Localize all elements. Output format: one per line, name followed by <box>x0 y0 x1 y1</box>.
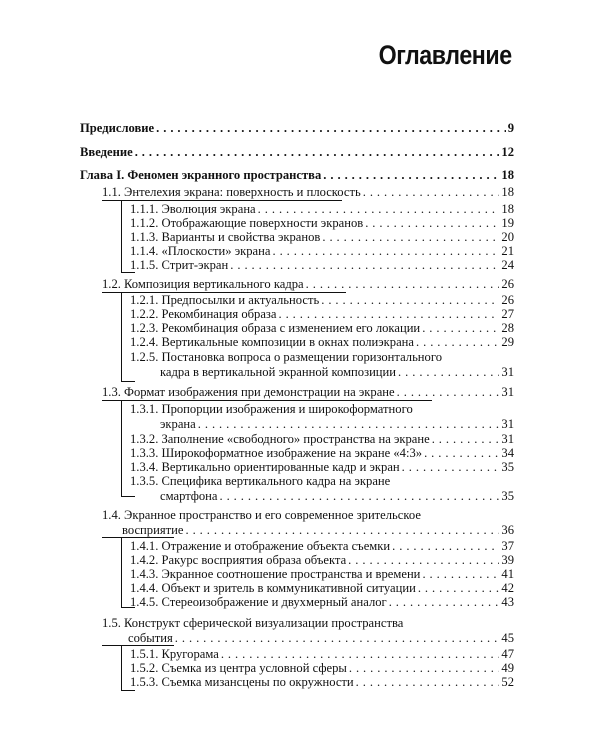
toc-page-number: 39 <box>501 553 514 567</box>
toc-entry-title-line1: 1.2.5. Постановка вопроса о размещении горизонтального <box>130 350 442 364</box>
toc-entry-1-5-2[interactable] <box>130 661 514 676</box>
toc-entry-1-2-3[interactable] <box>130 321 514 336</box>
dot-leader <box>219 489 499 504</box>
toc-entry-title-line2: восприятие <box>122 523 184 537</box>
dot-leader <box>323 168 499 183</box>
toc-entry-1-4-3[interactable] <box>130 567 514 582</box>
dot-leader <box>422 567 499 582</box>
toc-entry-1-3-1[interactable] <box>130 402 514 432</box>
toc-page-number: 45 <box>501 631 514 645</box>
dot-leader <box>348 553 499 568</box>
dot-leader <box>424 446 499 461</box>
toc-entry-title: 1.3.3. Широкоформатное изображение на экране «4:3» <box>130 446 423 460</box>
dot-leader <box>418 581 500 596</box>
toc-entry-1-2-5[interactable] <box>130 350 514 380</box>
toc-entry-title: 1.2.2. Рекомбинация образа <box>130 307 277 321</box>
dot-leader <box>398 365 499 380</box>
toc-page-number: 41 <box>501 567 514 581</box>
toc-page-number: 24 <box>501 258 514 272</box>
toc-entry-title: 1.2. Композиция вертикального кадра <box>102 277 304 291</box>
toc-page-number: 9 <box>507 121 514 135</box>
dot-leader <box>198 417 500 432</box>
toc-page-number: 18 <box>501 168 514 182</box>
toc-page-number: 35 <box>501 460 514 474</box>
dot-leader <box>422 321 499 336</box>
dot-leader <box>306 277 500 292</box>
toc-entry-title: 1.2.4. Вертикальные композиции в окнах полиэкрана <box>130 335 414 349</box>
toc-entry-continuation <box>130 417 514 432</box>
toc-entry-title: 1.5.1. Кругорама <box>130 647 219 661</box>
toc-entry-1-3-4[interactable] <box>130 460 514 475</box>
dot-leader <box>356 675 500 690</box>
dot-leader <box>175 631 500 646</box>
section-bracket-line <box>121 292 122 381</box>
toc-entry-1-4[interactable] <box>102 508 514 538</box>
toc-entry-title: 1.1.4. «Плоскости» экрана <box>130 244 271 258</box>
toc-page-number: 47 <box>501 647 514 661</box>
toc-entry-1-2[interactable] <box>102 277 514 292</box>
toc-entry-title: 1.1.2. Отображающие поверхности экранов <box>130 216 364 230</box>
section-underline <box>102 400 432 401</box>
toc-page-number: 43 <box>501 595 514 609</box>
dot-leader <box>416 335 499 350</box>
toc-entry-1-1-1[interactable] <box>130 202 514 217</box>
toc-entry-1-4-1[interactable] <box>130 539 514 554</box>
toc-page-number: 28 <box>501 321 514 335</box>
toc-entry-title-line2: экрана <box>160 417 196 431</box>
toc-entry-1-1[interactable] <box>102 185 514 200</box>
toc-entry-intro[interactable] <box>80 145 514 160</box>
toc-entry-1-2-1[interactable] <box>130 293 514 308</box>
toc-entry-continuation <box>130 365 514 380</box>
dot-leader <box>278 307 499 322</box>
toc-entry-title: 1.2.1. Предпосылки и актуальность <box>130 293 320 307</box>
toc-entry-1-5-1[interactable] <box>130 647 514 662</box>
toc-entry-title-line1: 1.5. Конструкт сферической визуализации пространства <box>102 616 404 630</box>
toc-entry-title: 1.4.3. Экранное соотношение пространства и времени <box>130 567 421 581</box>
dot-leader <box>397 385 500 400</box>
dot-leader <box>272 244 499 259</box>
toc-entry-title-line2: кадра в вертикальной экранной композиции <box>160 365 397 379</box>
toc-entry-continuation <box>102 523 514 538</box>
section-bracket-line <box>121 537 122 607</box>
toc-entry-1-3-3[interactable] <box>130 446 514 461</box>
dot-leader <box>135 145 500 160</box>
dot-leader <box>402 460 500 475</box>
toc-entry-title-line2: смартфона <box>160 489 218 503</box>
toc-page-number: 31 <box>501 432 514 446</box>
section-bracket-line <box>121 200 122 272</box>
toc-entry-continuation <box>102 631 514 646</box>
toc-page-number: 52 <box>501 675 514 689</box>
dot-leader <box>185 523 499 538</box>
section-bracket-line <box>121 690 135 691</box>
toc-entry-title: 1.5.3. Съемка мизансцены по окружности <box>130 675 354 689</box>
toc-entry-1-1-4[interactable] <box>130 244 514 259</box>
dot-leader <box>349 661 500 676</box>
toc-entry-preface[interactable] <box>80 121 514 136</box>
dot-leader <box>230 258 499 273</box>
toc-entry-title: Введение <box>80 145 133 159</box>
toc-entry-continuation <box>130 489 514 504</box>
toc-entry-1-1-2[interactable] <box>130 216 514 231</box>
toc-entry-1-3[interactable] <box>102 385 514 400</box>
dot-leader <box>321 293 499 308</box>
section-underline <box>102 537 174 538</box>
toc-entry-title: 1.2.3. Рекомбинация образа с изменением его локации <box>130 321 421 335</box>
toc-page-number: 18 <box>501 202 514 216</box>
toc-page-number: 35 <box>501 489 514 503</box>
toc-page-number: 12 <box>501 145 514 159</box>
toc-entry-1-1-3[interactable] <box>130 230 514 245</box>
toc-entry-title-line1: 1.3.5. Специфика вертикального кадра на экране <box>130 474 391 488</box>
toc-page-number: 49 <box>501 661 514 675</box>
toc-entry-title-line1: 1.3.1. Пропорции изображения и широкоформатного <box>130 402 413 416</box>
toc-entry-title: 1.1.5. Стрит-экран <box>130 258 229 272</box>
section-underline <box>102 200 342 201</box>
dot-leader <box>432 432 500 447</box>
toc-entry-1-4-5[interactable] <box>130 595 514 610</box>
toc-entry-1-5-3[interactable] <box>130 675 514 690</box>
toc-entry-title: Предисловие <box>80 121 155 135</box>
toc-entry-title: 1.5.2. Съемка из центра условной сферы <box>130 661 347 675</box>
toc-page-number: 34 <box>501 446 514 460</box>
dot-leader <box>258 202 500 217</box>
toc-entry-chapter-1[interactable] <box>80 168 514 183</box>
toc-page-number: 37 <box>501 539 514 553</box>
toc-entry-title: 1.1. Энтелехия экрана: поверхность и плоскость <box>102 185 361 199</box>
dot-leader <box>365 216 499 231</box>
toc-entry-1-3-5[interactable] <box>130 474 514 504</box>
dot-leader <box>389 595 500 610</box>
toc-entry-1-2-4[interactable] <box>130 335 514 350</box>
dot-leader <box>322 230 499 245</box>
toc-page-number: 20 <box>501 230 514 244</box>
toc-page-number: 36 <box>501 523 514 537</box>
dot-leader <box>392 539 499 554</box>
toc-entry-title: 1.4.5. Стереоизображение и двухмерный аналог <box>130 595 387 609</box>
section-bracket-line <box>121 400 122 496</box>
toc-entry-title-line2: события <box>128 631 173 645</box>
toc-entry-1-2-2[interactable] <box>130 307 514 322</box>
toc-entry-title: Глава I. Феномен экранного пространства <box>80 168 322 182</box>
section-bracket-line <box>121 381 135 382</box>
page-title: Оглавление <box>378 40 512 70</box>
toc-entry-1-5[interactable] <box>102 616 514 646</box>
toc-entry-title: 1.4.2. Ракурс восприятия образа объекта <box>130 553 347 567</box>
section-underline <box>102 645 174 646</box>
toc-page-number: 27 <box>501 307 514 321</box>
toc-entry-title-line1: 1.4. Экранное пространство и его современное зрительское <box>102 508 421 522</box>
toc-entry-title: 1.3. Формат изображения при демонстрации на экране <box>102 385 395 399</box>
toc-page-number: 21 <box>501 244 514 258</box>
toc-page-number: 42 <box>501 581 514 595</box>
toc-entry-title: 1.4.4. Объект и зритель в коммуникативной ситуации <box>130 581 416 595</box>
section-bracket-line <box>121 645 122 690</box>
toc-entry-1-4-2[interactable] <box>130 553 514 568</box>
toc-page-number: 31 <box>501 417 514 431</box>
toc-entry-1-4-4[interactable] <box>130 581 514 596</box>
toc-entry-title: 1.1.1. Эволюция экрана <box>130 202 256 216</box>
toc-page-number: 26 <box>501 277 514 291</box>
toc-entry-title: 1.3.2. Заполнение «свободного» пространства на экране <box>130 432 430 446</box>
toc-page-number: 19 <box>501 216 514 230</box>
toc-page-number: 29 <box>501 335 514 349</box>
toc-entry-title: 1.1.3. Варианты и свойства экранов <box>130 230 321 244</box>
toc-page-number: 18 <box>501 185 514 199</box>
toc-page-number: 31 <box>501 365 514 379</box>
dot-leader <box>221 647 500 662</box>
toc-page-number: 31 <box>501 385 514 399</box>
toc-entry-title: 1.3.4. Вертикально ориентированные кадр и экран <box>130 460 400 474</box>
dot-leader <box>156 121 506 136</box>
toc-entry-1-1-5[interactable] <box>130 258 514 273</box>
dot-leader <box>363 185 500 200</box>
toc-page-number: 26 <box>501 293 514 307</box>
toc-entry-title: 1.4.1. Отражение и отображение объекта съемки <box>130 539 391 553</box>
toc-entry-1-3-2[interactable] <box>130 432 514 447</box>
